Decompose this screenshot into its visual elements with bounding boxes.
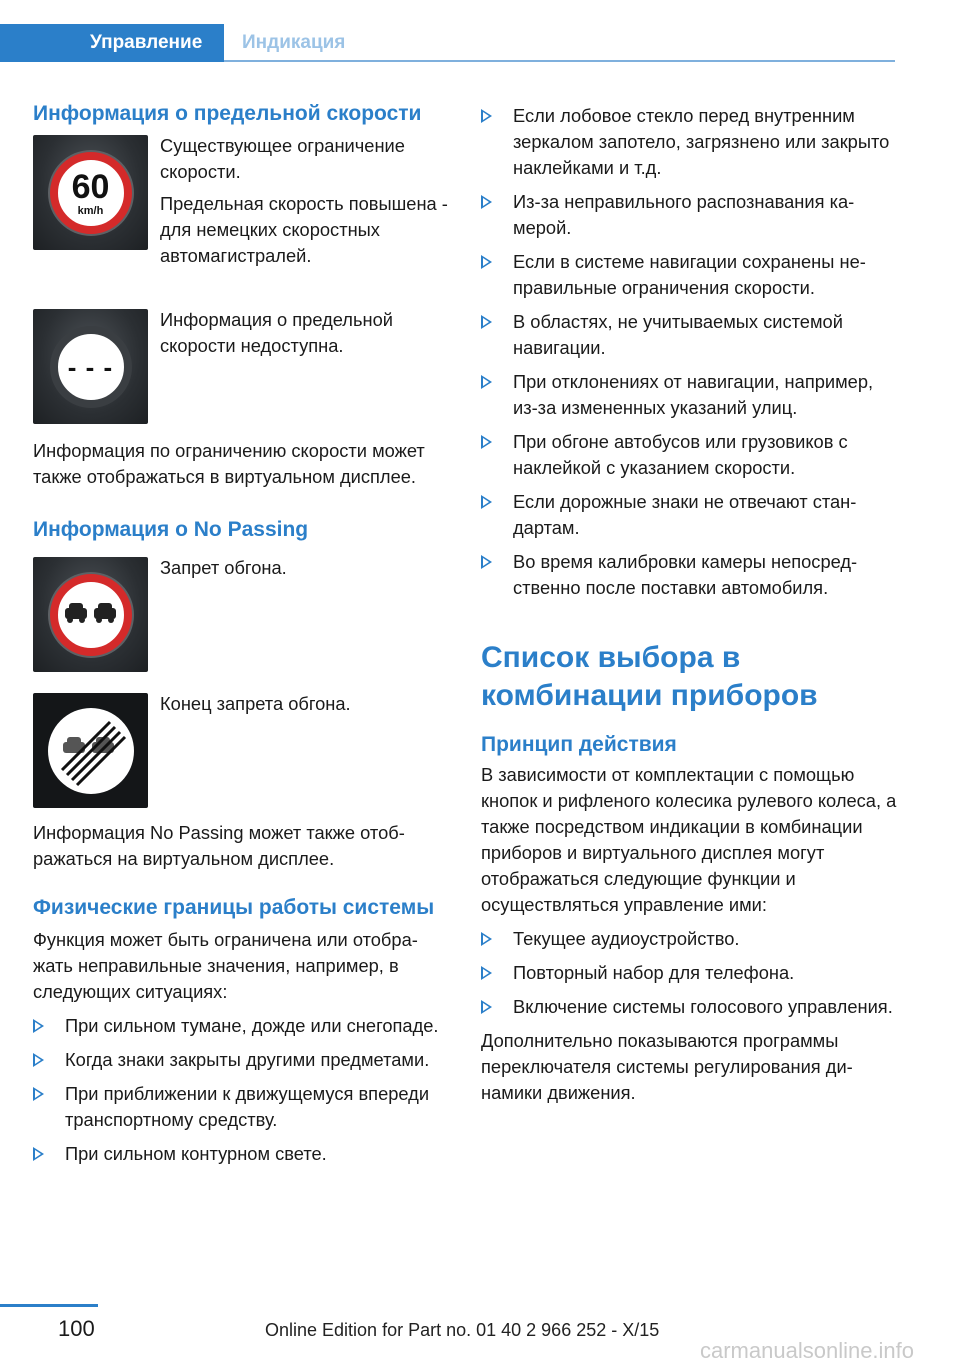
list-item: При приближении к движущемуся впереди транспортному средству. (33, 1081, 448, 1133)
page-number: 100 (58, 1316, 95, 1341)
speed-limit-text (160, 133, 448, 269)
tab-control[interactable]: Управление (0, 24, 224, 62)
list-item: При сильном тумане, дожде или снегопаде. (33, 1013, 448, 1039)
bullet-triangle-icon (481, 375, 492, 389)
list-item: Повторный набор для телефона. (481, 960, 899, 986)
list-item: Во время калибровки камеры непосредственно после поставки автомобиля. (481, 549, 899, 601)
watermark: carmanualsonline.info (700, 1338, 915, 1362)
unavailable-sign-dashes: - - - (67, 351, 114, 382)
list-item: При сильном контурном свете. (33, 1141, 448, 1167)
left-column (33, 100, 448, 1175)
edition-note: Online Edition for Part no. 01 40 2 966 252 - X/15 (265, 1320, 660, 1340)
bullet-triangle-icon (481, 495, 492, 509)
speed-sign-value: 60 (71, 167, 110, 206)
bullet-triangle-icon (481, 932, 492, 946)
bullet-triangle-icon (33, 1087, 44, 1101)
list-item: Из-за неправильного распознавания камерой. (481, 189, 899, 241)
bullet-triangle-icon (481, 109, 492, 123)
tab-display[interactable]: Индикация (242, 32, 346, 53)
list-item: В областях, не учитываемых системой навигации. (481, 309, 899, 361)
no-passing-row (33, 557, 448, 672)
speed-unavailable-desc: Информация о предельной скорости недоступна. (160, 309, 393, 356)
principle-paragraph: В зависимости от комплектации с помощью кнопок и рифленого колесика рулевого колеса, а также посредством индикации в комбинации приборов и виртуального дисплея могут отображаться следующие функции и осуществляться управление ими: (481, 764, 897, 915)
system-limits-heading: Физические границы работы системы (33, 896, 435, 919)
no-passing-heading: Информация о No Passing (33, 518, 309, 541)
selection-list-heading: Список выбора в комбинации приборов (481, 641, 818, 712)
chapter-tabs (0, 24, 895, 62)
speed-sign-unit: km/h (77, 204, 104, 217)
right-column (481, 100, 899, 1106)
list-item: Если в системе навигации сохранены неправильные ограничения скорости. (481, 249, 899, 301)
bullet-triangle-icon (481, 255, 492, 269)
list-item: Включение системы голосового управления. (481, 994, 899, 1020)
bullet-triangle-icon (481, 435, 492, 449)
no-passing-end-sign-icon (48, 708, 134, 794)
unavailable-sign-icon (50, 326, 132, 408)
speed-virtual-paragraph: Информация по ограничению скорости может также отображаться в виртуальном дисплее. (33, 440, 425, 487)
bullet-triangle-icon (481, 1000, 492, 1014)
bullet-triangle-icon (33, 1147, 44, 1161)
speed-info-heading: Информация о предельной скорости (33, 102, 422, 125)
limits-list-right (481, 103, 899, 601)
list-item: Текущее аудиоустройство. (481, 926, 899, 952)
no-passing-end-row (33, 693, 448, 808)
footer-rule (0, 1304, 98, 1307)
system-limits-intro: Функция может быть ограничена или отображать неправильные значения, например, в следующих ситуациях: (33, 929, 418, 1002)
list-item: Если дорожные знаки не отвечают стандартам. (481, 489, 899, 541)
bullet-triangle-icon (481, 315, 492, 329)
no-passing-virtual-paragraph: Информация No Passing может также отображаться на виртуальном дисплее. (33, 822, 405, 869)
speed-desc-raised: Предельная скорость повышена - для немецких скоростных автомагистралей. (160, 193, 448, 266)
list-item: Если лобовое стекло перед внутренним зеркалом запотело, загрязнено или закрыто наклейками и т.д. (481, 103, 899, 181)
speed-limit-sign-icon (50, 152, 132, 234)
no-passing-figure (33, 557, 148, 672)
speed-unavailable-row (33, 309, 448, 424)
no-passing-end-text (160, 691, 448, 717)
bullet-triangle-icon (481, 966, 492, 980)
speed-limit-row (33, 135, 448, 269)
no-passing-text (160, 555, 448, 581)
bullet-triangle-icon (33, 1019, 44, 1033)
speed-unavailable-figure (33, 309, 148, 424)
limits-list-left (33, 1013, 448, 1167)
speed-desc-current: Существующее ограничение скорости. (160, 135, 405, 182)
bullet-triangle-icon (481, 195, 492, 209)
list-item: При обгоне автобусов или грузовиков с наклейкой с указанием скорости. (481, 429, 899, 481)
bullet-triangle-icon (33, 1053, 44, 1067)
no-passing-end-desc: Конец запрета обгона. (160, 693, 351, 714)
extra-paragraph: Дополнительно показываются программы переключателя системы регулирования динамики движения. (481, 1030, 853, 1103)
no-passing-desc: Запрет обгона. (160, 557, 287, 578)
list-item: Когда знаки закрыты другими предметами. (33, 1047, 448, 1073)
no-passing-end-figure (33, 693, 148, 808)
principle-heading: Принцип действия (481, 733, 677, 756)
speed-limit-figure (33, 135, 148, 250)
speed-unavailable-text (160, 307, 448, 359)
list-item: При отклонениях от навигации, например, из-за измененных указаний улиц. (481, 369, 899, 421)
principle-list (481, 926, 899, 1020)
bullet-triangle-icon (481, 555, 492, 569)
no-passing-sign-icon (50, 574, 132, 656)
